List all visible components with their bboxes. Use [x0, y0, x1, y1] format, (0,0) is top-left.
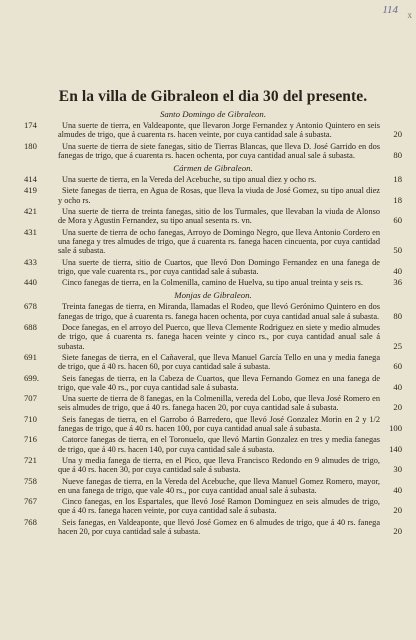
- lot-description: Una y media fanega de tierra, en el Pico, que lleva Francisco Redondo en 9 almudes de trigo, que á 40 rs. hacen 30, por cuya cantidad sale á subasta.: [58, 455, 380, 475]
- lot-amount: 20: [393, 129, 402, 140]
- lot-number: 768: [24, 516, 37, 527]
- lot-entry: [24, 258, 402, 277]
- lot-description: Cinco fanegas de tierra, en la Colmenilla, camino de Huelva, su tipo anual treinta y seis rs.: [62, 278, 363, 288]
- lot-amount: 80: [393, 310, 402, 321]
- lot-amount: 25: [393, 340, 402, 351]
- section-heading: Santo Domingo de Gibraleon.: [159, 109, 267, 119]
- lot-description: Una suerte de tierra, en Valdeaponte, que llevaron Jorge Fernandez y Antonio Quintero en seis almudes de trigo, que á cuarenta rs. hacen veinte, por cuya cantidad sale á subasta.: [58, 121, 380, 140]
- lot-amount: 36: [393, 277, 402, 288]
- corner-mark: x: [407, 10, 412, 20]
- lot-entry: [24, 353, 402, 372]
- lot-number: 721: [24, 454, 37, 465]
- lot-number: 710: [24, 413, 37, 424]
- lot-entry: [24, 374, 402, 393]
- lot-entry: [24, 207, 402, 226]
- lot-entry: [24, 456, 402, 475]
- lot-amount: 60: [393, 361, 402, 372]
- lot-number: 431: [24, 226, 37, 237]
- lot-number: 707: [24, 393, 37, 404]
- lot-amount: 40: [393, 381, 402, 392]
- lot-description: Una suerte de tierra de ocho fanegas, Arroyo de Domingo Negro, que lleva Antonio Cordero en una fanega y tres almudes de trigo, que á cuarenta rs. fanega hacen cincuenta, por cuya cantidad sale á subasta.: [58, 227, 380, 256]
- lot-entry: [24, 394, 402, 413]
- lot-amount: 18: [393, 174, 402, 185]
- lot-entry: [24, 228, 402, 256]
- lot-description: Una suerte de tierra de treinta fanegas, sitio de los Turmales, que llevaban la viuda de Alonso de Mora y Agustin Fernandez, su tipo anual sesenta rs. vn.: [58, 207, 380, 226]
- lot-amount: 30: [393, 464, 402, 475]
- lot-entry: [24, 175, 402, 184]
- lot-number: 767: [24, 496, 37, 507]
- lot-entry: [24, 323, 402, 351]
- page-title: En la villa de Gibraleon el dia 30 del presente.: [58, 88, 368, 105]
- section-heading: Cármen de Gibraleon.: [173, 163, 253, 174]
- lot-entry: [24, 477, 402, 496]
- lot-number: 174: [24, 120, 37, 130]
- lot-number: 691: [24, 351, 37, 362]
- lot-description: Seis fanegas de tierra, en el Garrobo ó Barredero, que llevó José Gonzalez Morin en 2 y 1/2 fanegas de trigo, que á 40 rs. hacen 100, por cuya cantidad anual sale á subasta.: [58, 414, 380, 434]
- lot-number: 440: [24, 277, 37, 288]
- folio-number: 114: [382, 4, 398, 16]
- lot-description: Catorce fanegas de tierra, en el Toronuelo, que llevó Martin Gonzalez en tres y media fanegas de trigo, que á 40 rs. hacen 140, por cuya cantidad sale á subasta.: [58, 435, 380, 454]
- lot-amount: 18: [393, 194, 402, 205]
- listing: [24, 109, 402, 536]
- lot-amount: 80: [393, 149, 402, 160]
- lot-description: Una suerte de tierra, en la Vereda del Acebuche, su tipo anual diez y ocho rs.: [62, 175, 317, 185]
- lot-amount: 60: [393, 215, 402, 226]
- lot-amount: 20: [393, 402, 402, 413]
- lot-amount: 40: [393, 484, 402, 495]
- lot-entry: [24, 415, 402, 434]
- lot-number: 678: [24, 301, 37, 312]
- lot-entry: [24, 518, 402, 537]
- lot-amount: 20: [393, 525, 402, 536]
- lot-number: 421: [24, 206, 37, 217]
- section-heading: Monjas de Gibraleon.: [174, 290, 252, 301]
- lot-number: 716: [24, 434, 37, 445]
- lot-description: Una suerte de tierra de siete fanegas, sitio de Tierras Blancas, que lleva D. José Garrido en dos fanegas de trigo, que á cuarenta rs. hacen ochenta, por cuya cantidad anual sale á subasta.: [58, 141, 380, 160]
- lot-description: Una suerte de tierra, sitio de Cuartos, que llevó Don Domingo Fernandez en una fanega de trigo, que vale cuarenta rs., por cuya cantidad sale á subasta.: [58, 257, 380, 276]
- lot-number: 419: [24, 185, 37, 196]
- lot-entry: [24, 121, 402, 140]
- lot-amount: 40: [393, 265, 402, 276]
- lot-amount: 100: [389, 423, 402, 434]
- lot-number: 699.: [24, 372, 40, 383]
- lot-number: 433: [24, 256, 37, 267]
- lot-number: 688: [24, 322, 37, 333]
- lot-description: Una suerte de tierra de 8 fanegas, en la Colmenilla, vereda del Lobo, que lleva José Romero en seis almudes de trigo, que á 40 rs. fanega hacen 20, por cuya cantidad sale á subasta.: [58, 394, 380, 413]
- lot-number: 180: [24, 140, 37, 151]
- lot-amount: 20: [393, 505, 402, 516]
- lot-entry: [24, 142, 402, 161]
- lot-description: Seis fanegas, en Valdeaponte, que llevó José Gomez en 6 almudes de trigo, que á 40 rs. fanega hacen 20, por cuya cantidad sale á subasta.: [58, 517, 380, 536]
- lot-number: 414: [24, 174, 37, 185]
- lot-description: Nueve fanegas de tierra, en la Vereda del Acebuche, que lleva Manuel Gomez Romero, mayor, en una fanega de trigo, que vale 40 rs., por cuya cantidad anual sale á subasta.: [58, 476, 380, 495]
- lot-amount: 50: [393, 245, 402, 256]
- lot-entry: [24, 435, 402, 454]
- lot-entry: [24, 497, 402, 516]
- lot-description: Siete fanegas de tierra, en Agua de Rosas, que lleva la viuda de José Gomez, su tipo anual diez y ocho rs.: [58, 186, 380, 205]
- lot-entry: [24, 278, 402, 287]
- lot-description: Doce fanegas, en el arroyo del Puerco, que lleva Clemente Rodriguez en siete y medio almudes de trigo, que á cuarenta rs. fanega hacen veinte y cinco rs., por cuya cantidad anual sale á subasta.: [58, 323, 380, 351]
- lot-entry: [24, 186, 402, 205]
- lot-description: Cinco fanegas, en los Espartales, que llevó José Ramon Dominguez en seis almudes de trigo, que á 40 rs. fanega hacen veinte, por cuya cantidad sale á subasta.: [58, 497, 380, 516]
- lot-number: 758: [24, 475, 37, 486]
- lot-description: Siete fanegas de tierra, en el Cañaveral, que lleva Manuel García Tello en una y media fanega de trigo, que á 40 rs. hacen 60, por cuya cantidad sale á subasta.: [58, 352, 380, 372]
- lot-description: Treinta fanegas de tierra, en Miranda, llamadas el Rodeo, que llevó Gerónimo Quintero en dos fanegas de trigo, que á cuarenta rs. fanega hacen ochenta, por cuya cantidad anual sale á subasta.: [58, 302, 380, 321]
- lot-entry: [24, 302, 402, 321]
- lot-amount: 140: [389, 443, 402, 454]
- lot-description: Seis fanegas de tierra, en la Cabeza de Cuartos, que lleva Fernando Gomez en una fanega de trigo, que vale 40 rs., por cuya cantidad sale á subasta.: [58, 373, 380, 392]
